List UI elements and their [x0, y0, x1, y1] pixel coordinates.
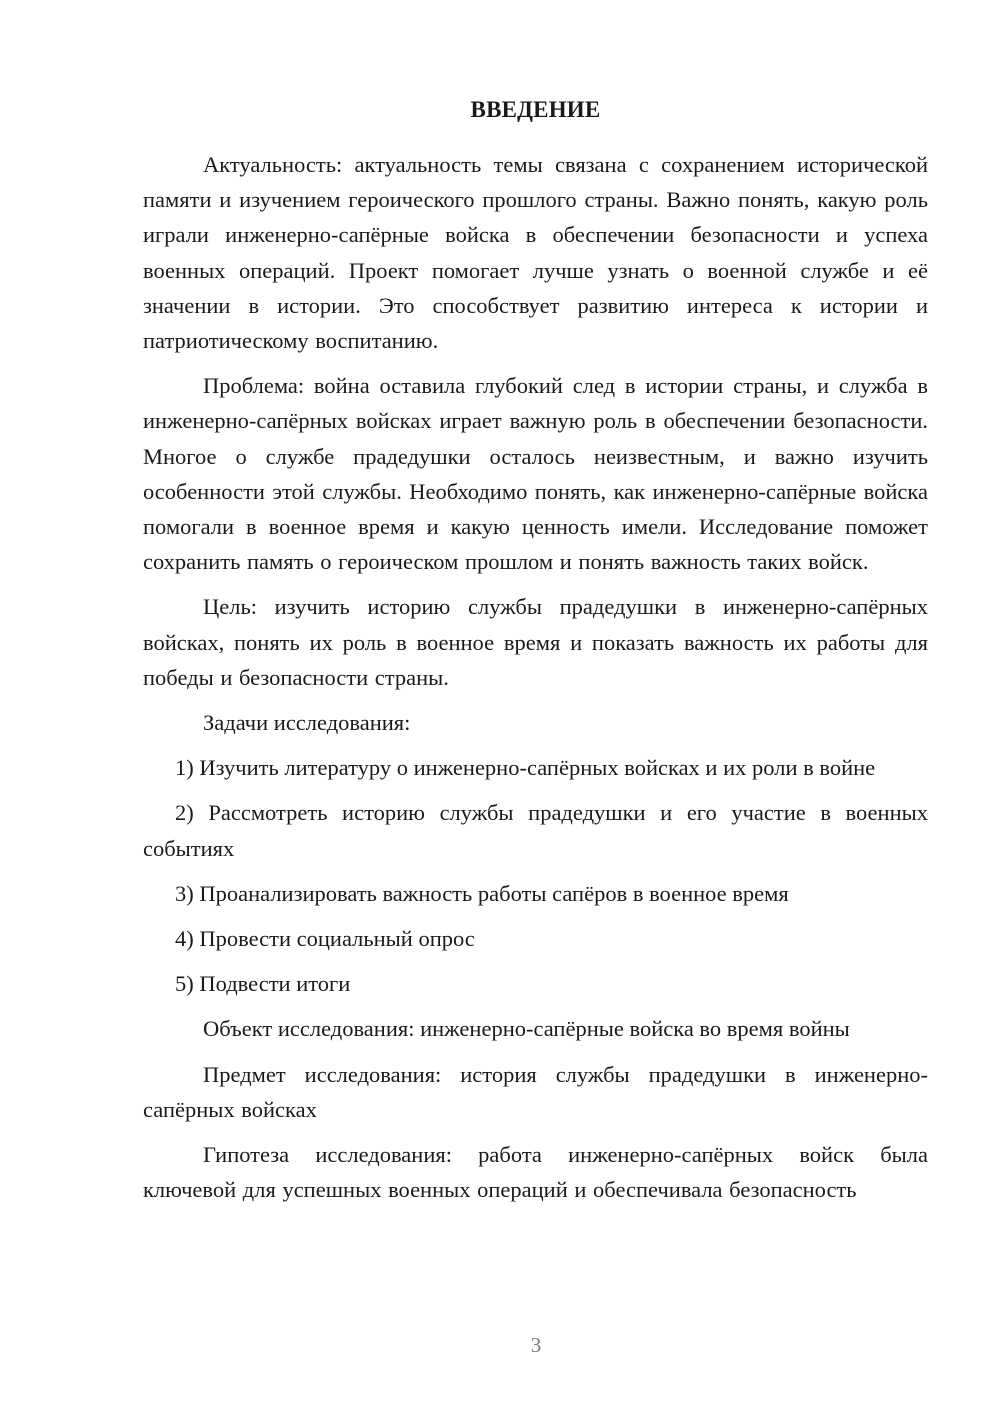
page-number: 3 [530, 1333, 542, 1357]
subject-paragraph: Предмет исследования: история службы прадедушки в инженерно-сапёрных войсках [143, 1061, 928, 1122]
document-page [143, 92, 928, 1217]
task-item: 5) Подвести итоги [175, 971, 351, 997]
problem-paragraph: Проблема: война оставила глубокий след в истории страны, и служба в инженерно-сапёрных войсках играет важную роль в обеспечении безопасности. Многое о службе прадедушки осталось неизвестным, и важно изучить особенности этой службы. Необходимо понять, как инженерно-сапёрные войска помогали в военное время и какую ценность имели. Исследование поможет сохранить память о героическом прошлом и понять важность таких войск. [143, 373, 928, 575]
task-item: 4) Провести социальный опрос [175, 926, 475, 952]
hypothesis-paragraph: Гипотеза исследования: работа инженерно-сапёрных войск была ключевой для успешных военных операций и обеспечивала безопасность [143, 1142, 928, 1203]
page-title: ВВЕДЕНИЕ [470, 97, 601, 122]
object-paragraph: Объект исследования: инженерно-сапёрные войска во время войны [203, 1016, 850, 1042]
tasks-title: Задачи исследования: [203, 710, 411, 736]
task-item: 1) Изучить литературу о инженерно-сапёрных войсках и их роли в войне [175, 755, 876, 781]
task-item: 2) Рассмотреть историю службы прадедушки и его участие в военных событиях [143, 800, 928, 861]
relevance-paragraph: Актуальность: актуальность темы связана с сохранением исторической памяти и изучением героического прошлого страны. Важно понять, какую роль играли инженерно-сапёрные войска в обеспечении безопасности и успеха военных операций. Проект помогает лучше узнать о военной службе и её значении в истории. Это способствует развитию интереса к истории и патриотическому воспитанию. [143, 152, 928, 354]
goal-paragraph: Цель: изучить историю службы прадедушки в инженерно-сапёрных войсках, понять их роль в военное время и показать важность их работы для победы и безопасности страны. [143, 594, 928, 690]
task-item: 3) Проанализировать важность работы сапёров в военное время [175, 880, 789, 906]
